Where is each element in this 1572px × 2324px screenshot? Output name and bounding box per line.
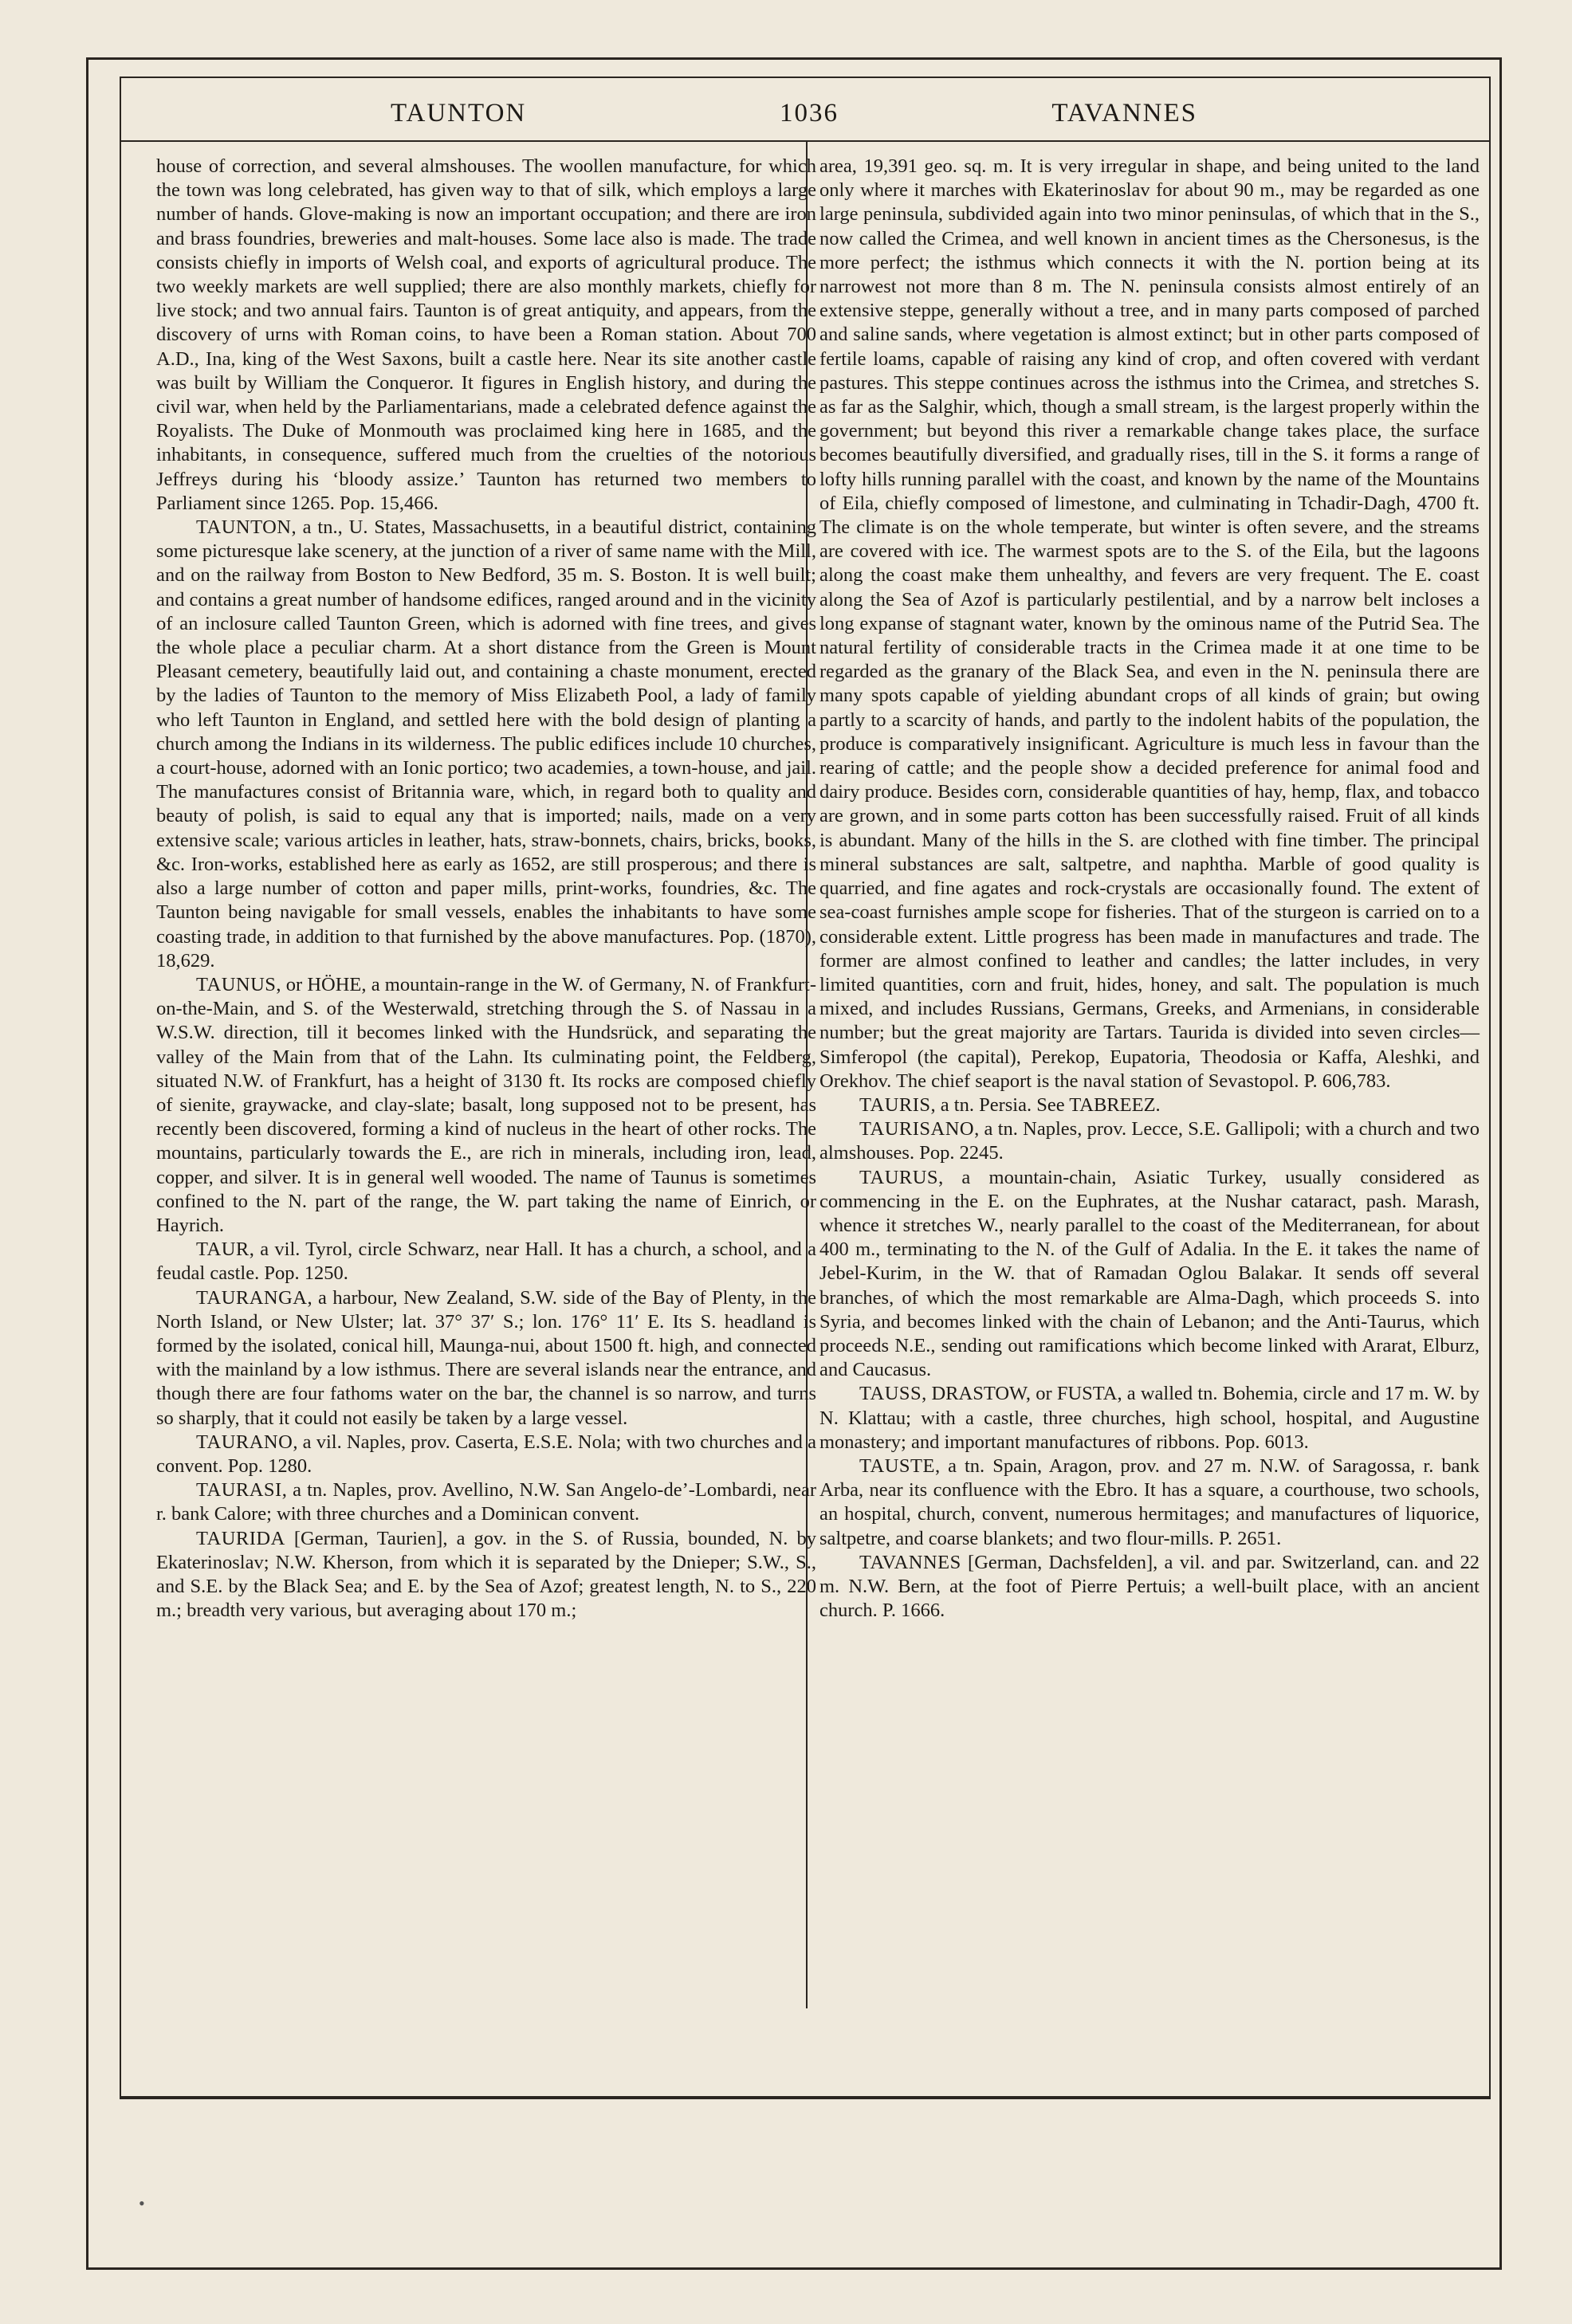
right-column [819,155,1480,1623]
entry-taurasi: TAURASI, a tn. Naples, prov. Avellino, N.W. San Angelo-de’-Lombardi, near r. bank Calore; with three churches and a Dominican convent. [156,1479,816,1525]
headword: TAUR [196,1239,250,1261]
headword: TAURANO [196,1431,293,1453]
bottom-rule [120,2096,1491,2098]
entry-taurisano: TAURISANO, a tn. Naples, prov. Lecce, S.E. Gallipoli; with a church and two almshouses. Pop. 2245. [819,1118,1480,1164]
left-column [156,155,816,1623]
headword: TAUSS [859,1383,922,1405]
headword: TAUNTON [196,516,292,539]
running-header [120,94,1491,137]
header-rule [120,140,1491,142]
entry-taur: TAUR, a vil. Tyrol, circle Schwarz, near Hall. It has a church, a school, and a feudal castle. Pop. 1250. [156,1239,816,1285]
entry-tavannes: TAVANNES [German, Dachsfelden], a vil. and par. Switzerland, can. and 22 m. N.W. Bern, at the foot of Pierre Pertuis; a well-built place, with an ancient church. P. 1666. [819,1551,1480,1622]
entry-tauris: TAURIS, a tn. Persia. See TABREEZ. [859,1093,1161,1116]
headword: TAURIDA [196,1527,285,1549]
entry-taurus: TAURUS, a mountain-chain, Asiatic Turkey, usually considered as commencing in the E. on the Euphrates, at the Nushar cataract, pash. Marash, whence it stretches W., nearly parallel to the coast of the Mediterranean, for about 400 m., terminating to the N. of the Gulf of Adalia. In the E. it takes the name of Jebel-Kurim, in the W. that of Ramadan Oglou Balakar. It sends off several branches, of which the most remarkable are Alma-Dagh, which proceeds S. into Syria, and becomes linked with the chain of Lebanon; and the Anti-Taurus, which proceeds N.E., sending out ramifications which become linked with Ararat, Elburz, and Caucasus. [819,1166,1480,1381]
header-left-word: TAUNTON [391,99,527,128]
header-right-word: TAVANNES [1051,99,1197,128]
headword: TAUNUS [196,973,277,995]
entry-continuation: area, 19,391 geo. sq. m. It is very irregular in shape, and being united to the land only where it marches with Ekaterinoslav for about 90 m., may be regarded as one large peninsula, subdivided again into two minor peninsulas, of which that in the S., now called the Crimea, and well known in ancient times as the Chersonesus, is the more perfect; the isthmus which connects it with the N. portion being at its narrowest not more than 8 m. The N. peninsula consists almost entirely of an extensive steppe, generally without a tree, and in many parts composed of parched and saline sands, where vegetation is almost extinct; but in other parts composed of fertile loams, capable of raising any kind of crop, and often covered with verdant pastures. This steppe continues across the isthmus into the Crimea, and stretches S. as far as the Salghir, which, though a small stream, is the largest properly within the government; but beyond this river a remarkable change takes place, the surface becomes beautifully diversified, and gradually rises, till in the S. it forms a range of lofty hills running parallel with the coast, and known by the name of the Mountains of Eila, chiefly composed of limestone, and culminating in Tchadir-Dagh, 4700 ft. The climate is on the whole temperate, but winter is often severe, and the streams are covered with ice. The warmest spots are to the S. of the Eila, but the lagoons along the coast make them unhealthy, and fevers are very frequent. The E. coast along the Sea of Azof is particularly pestilential, and by a narrow belt incloses a long expanse of stagnant water, known by the ominous name of the Putrid Sea. The natural fertility of considerable tracts in the Crimea made it at one time to be regarded as the granary of the Black Sea, and even in the N. peninsula there are many spots capable of yielding abundant crops of all kinds of grain; but owing partly to a scarcity of hands, and partly to the indolent habits of the population, the produce is comparatively insignificant. Agriculture is much less in favour than the rearing of cattle; and the people show a decided preference for animal food and dairy produce. Besides corn, considerable quantities of hay, hemp, flax, and tobacco are grown, and in some parts cotton has been successfully raised. Fruit of all kinds is abundant. Many of the hills in the S. are clothed with fine timber. The principal mineral substances are salt, saltpetre, and naphtha. Marble of good quality is quarried, and fine agates and rock-crystals are occasionally found. The extent of sea-coast furnishes ample scope for fisheries. That of the sturgeon is carried on to a considerable extent. Little progress has been made in manufactures and trade. The former are almost confined to leather and candles; the latter includes, in very limited quantities, corn and fruit, hides, honey, and salt. The population is much mixed, and includes Russians, Germans, Greeks, and Armenians, in considerable number; but the great majority are Tartars. Taurida is divided into seven circles—Simferopol (the capital), Perekop, Eupatoria, Theodosia or Kaffa, Aleshki, and Orekhov. The chief seaport is the naval station of Sevastopol. P. 606,783. [819,155,1480,1092]
headword: TAUSTE [859,1454,935,1477]
entry-taunton-us: TAUNTON, a tn., U. States, Massachusetts, in a beautiful district, containing some picturesque lake scenery, at the junction of a river of same name with the Mill, and on the railway from Boston to New Bedford, 35 m. S. Boston. It is well built; and contains a great number of handsome edifices, ranged around and in the vicinity of an inclosure called Taunton Green, which is adorned with fine trees, and gives the whole place a peculiar charm. At a short distance from the Green is Mount Pleasant cemetery, beautifully laid out, and containing a chaste monument, erected by the ladies of Taunton to the memory of Miss Elizabeth Pool, a lady of family who left Taunton in England, and settled here with the bold design of planting a church among the Indians in its wilderness. The public edifices include 10 churches, a court-house, adorned with an Ionic portico; two academies, a town-house, and jail. The manufactures consist of Britannia ware, which, in regard both to quality and beauty of polish, is said to equal any that is imported; nails, made on a very extensive scale; various articles in leather, hats, straw-bonnets, chairs, bricks, books, &c. Iron-works, established here as early as 1652, are still prosperous; and there is also a large number of cotton and paper mills, print-works, foundries, &c. The Taunton being navigable for small vessels, enables the inhabitants to have some coasting trade, in addition to that furnished by the above manufactures. Pop. (1870), 18,629. [156,516,816,972]
entry-tauranga: TAURANGA, a harbour, New Zealand, S.W. side of the Bay of Plenty, in the North Island, or New Ulster; lat. 37° 37′ S.; lon. 176° 11′ E. Its S. headland is formed by the isolated, conical hill, Maunga-nui, about 1500 ft. high, and connected with the mainland by a low isthmus. There are several islands near the entrance, and though there are four fathoms water on the bar, the channel is so narrow, and turns so sharply, that it could not easily be taken by a large vessel. [156,1286,816,1429]
headword: TAURANGA [196,1286,308,1309]
entry-taurida: TAURIDA [German, Taurien], a gov. in the S. of Russia, bounded, N. by Ekaterinoslav; N.W. Kherson, from which it is separated by the Dnieper; S.W., S., and S.E. by the Black Sea; and E. by the Sea of Azof; greatest length, N. to S., 220 m.; breadth very various, but averaging about 170 m.; [156,1527,816,1622]
headword: TAURASI [196,1479,282,1502]
entry-taurano: TAURANO, a vil. Naples, prov. Caserta, E.S.E. Nola; with two churches and a convent. Pop. 1280. [156,1431,816,1477]
entry-continuation: house of correction, and several almshouses. The woollen manufacture, for which the town was long celebrated, has given way to that of silk, which employs a large number of hands. Glove-making is now an important occupation; and there are iron and brass foundries, breweries and malt-houses. Some lace also is made. The trade consists chiefly in imports of Welsh coal, and exports of agricultural produce. The two weekly markets are well supplied; there are also monthly markets, chiefly for live stock; and two annual fairs. Taunton is of great antiquity, and appears, from the discovery of urns with Roman coins, to have been a Roman station. About 700 A.D., Ina, king of the West Saxons, built a castle here. Near its site another castle was built by William the Conqueror. It figures in English history, and during the civil war, when held by the Parliamentarians, made a celebrated defence against the Royalists. The Duke of Monmouth was proclaimed king here in 1685, and the inhabitants, in consequence, suffered much from the cruelties of the notorious Jeffreys during his ‘bloody assize.’ Taunton has returned two members to Parliament since 1265. Pop. 15,466. [156,155,816,514]
entry-tauss: TAUSS, DRASTOW, or FUSTA, a walled tn. Bohemia, circle and 17 m. W. by N. Klattau; with a castle, three churches, high school, hospital, and Augustine monastery; and important manufactures of ribbons. Pop. 6013. [819,1383,1480,1453]
headword: TAVANNES [859,1551,961,1573]
footer-mark: • [139,2193,145,2213]
headword: TAURIS [859,1093,931,1116]
entry-tauste: TAUSTE, a tn. Spain, Aragon, prov. and 27 m. N.W. of Saragossa, r. bank Arba, near its confluence with the Ebro. It has a square, a courthouse, two schools, an hospital, church, convent, numerous hermitages; and manufactures of liquorice, saltpetre, and coarse blankets; and two flour-mills. P. 2651. [819,1454,1480,1549]
headword: TAURUS [859,1166,939,1188]
headword: TAURISANO [859,1118,975,1140]
page-number: 1036 [780,99,839,128]
entry-taunus: TAUNUS, or HÖHE, a mountain-range in the W. of Germany, N. of Frankfurt-on-the-Main, and S. of the Westerwald, stretching through the S. of Nassau in a W.S.W. direction, till it becomes linked with the Hundsrück, and separating the valley of the Main from that of the Lahn. Its culminating point, the Feldberg, situated N.W. of Frankfurt, has a height of 3130 ft. Its rocks are composed chiefly of sienite, graywacke, and clay-slate; basalt, long supposed not to be present, has recently been discovered, forming a kind of nucleus in the heart of other rocks. The mountains, particularly towards the E., are rich in minerals, including iron, lead, copper, and silver. It is in general well wooded. The name of Taunus is sometimes confined to the N. part of the range, the W. part taking the name of Einrich, or Hayrich. [156,973,816,1236]
